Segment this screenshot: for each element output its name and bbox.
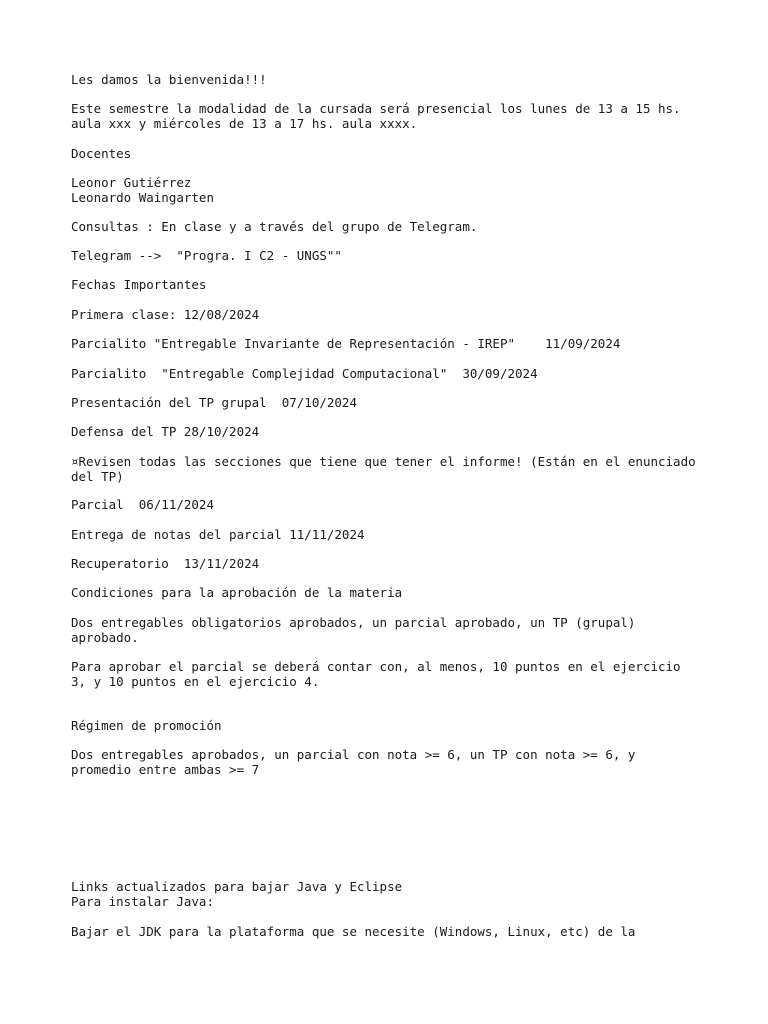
- modality-text-line-2: aula xxx y miércoles de 13 a 17 hs. aula xxxx.: [71, 116, 418, 131]
- consultas-text: Consultas : En clase y a través del grupo de Telegram.: [71, 219, 478, 234]
- review-note-line-1: ¤Revisen todas las secciones que tiene que tener el informe! (Están en el enunciado: [71, 454, 696, 469]
- welcome-text: Les damos la bienvenida!!!: [71, 72, 267, 87]
- first-class-date: Primera clase: 12/08/2024: [71, 307, 260, 322]
- tp-presentation-date: Presentación del TP grupal 07/10/2024: [71, 395, 357, 410]
- parcialito-complejidad-date: Parcialito "Entregable Complejidad Computacional" 30/09/2024: [71, 366, 538, 381]
- promotion-text-line-1: Dos entregables aprobados, un parcial con nota >= 6, un TP con nota >= 6, y: [71, 747, 636, 762]
- jdk-instructions-text: Bajar el JDK para la plataforma que se necesite (Windows, Linux, etc) de la: [71, 924, 636, 939]
- approval-text-line-2: aprobado.: [71, 630, 139, 645]
- parcial-date: Parcial 06/11/2024: [71, 497, 214, 512]
- teacher-name: Leonor Gutiérrez: [71, 175, 192, 190]
- approval-heading: Condiciones para la aprobación de la materia: [71, 585, 403, 600]
- dates-heading: Fechas Importantes: [71, 277, 207, 292]
- tp-defense-date: Defensa del TP 28/10/2024: [71, 424, 260, 439]
- links-heading: Links actualizados para bajar Java y Eclipse: [71, 879, 403, 894]
- approval-text-line-1: Dos entregables obligatorios aprobados, un parcial aprobado, un TP (grupal): [71, 615, 636, 630]
- modality-text-line-1: Este semestre la modalidad de la cursada será presencial los lunes de 13 a 15 hs.: [71, 101, 681, 116]
- exam-text-line-2: 3, y 10 puntos en el ejercicio 4.: [71, 674, 320, 689]
- parcialito-irep-date: Parcialito "Entregable Invariante de Representación - IREP" 11/09/2024: [71, 336, 621, 351]
- promotion-text-line-2: promedio entre ambas >= 7: [71, 762, 260, 777]
- teachers-heading: Docentes: [71, 146, 132, 161]
- grades-date: Entrega de notas del parcial 11/11/2024: [71, 527, 365, 542]
- exam-text-line-1: Para aprobar el parcial se deberá contar con, al menos, 10 puntos en el ejercicio: [71, 659, 681, 674]
- recuperatorio-date: Recuperatorio 13/11/2024: [71, 556, 260, 571]
- install-java-heading: Para instalar Java:: [71, 894, 214, 909]
- promotion-heading: Régimen de promoción: [71, 718, 222, 733]
- telegram-text: Telegram --> "Progra. I C2 - UNGS"": [71, 248, 342, 263]
- review-note-line-2: del TP): [71, 469, 124, 484]
- teacher-name: Leonardo Waingarten: [71, 190, 214, 205]
